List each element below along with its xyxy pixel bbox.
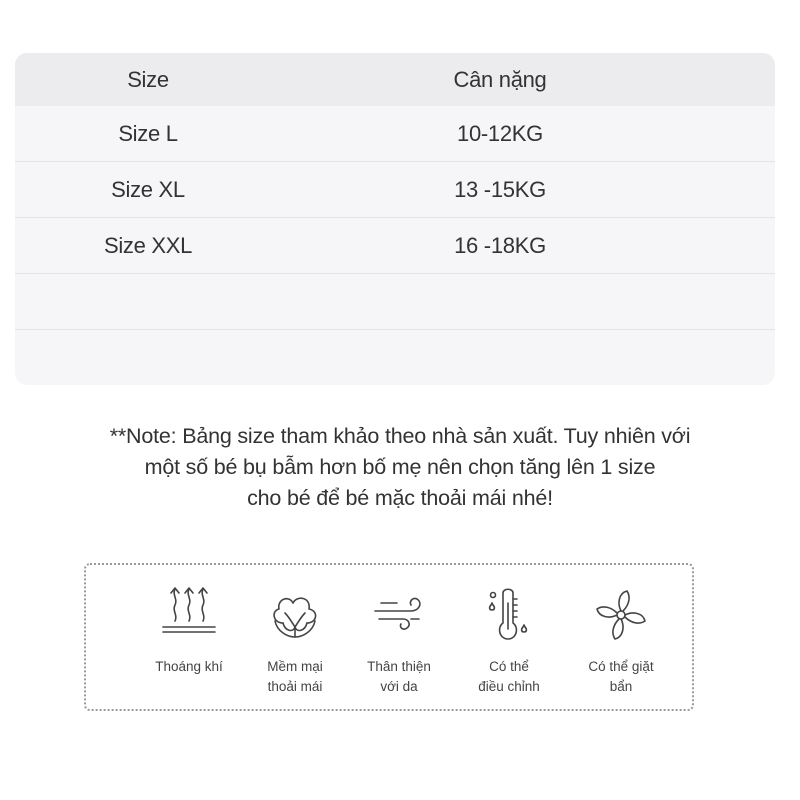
row-weight: 13 -15KG (454, 176, 546, 202)
header-size: Size (127, 66, 169, 92)
feature-adjustable (454, 583, 564, 697)
table-row (15, 330, 775, 385)
row-size: Size XL (111, 176, 185, 202)
thermometer-icon (477, 583, 541, 647)
feature-skin-friendly (344, 583, 454, 697)
table-header-row (15, 53, 775, 106)
feature-label: Thân thiện với da (367, 659, 431, 694)
breathable-icon (157, 583, 221, 647)
size-table (15, 53, 775, 385)
row-size: Size XXL (103, 232, 193, 258)
row-weight: 16 -18KG (454, 232, 546, 258)
note-line: một số bé bụ bẫm hơn bố mẹ nên chọn tăng lên 1 size (144, 455, 656, 479)
feature-label: Thoáng khí (155, 659, 223, 674)
table-row (15, 162, 775, 218)
row-weight (345, 274, 655, 329)
feature-label: Mềm mại thoải mái (267, 659, 323, 694)
fan-icon (589, 583, 653, 647)
wind-icon (367, 583, 431, 647)
note-line: cho bé để bé mặc thoải mái nhé! (247, 486, 553, 510)
feature-breathable (134, 583, 244, 677)
feature-washable (566, 583, 676, 697)
row-size (15, 330, 281, 385)
feature-soft (240, 583, 350, 697)
row-size (15, 274, 281, 329)
feature-label: Có thể điều chỉnh (478, 659, 540, 694)
feature-label: Có thể giặt bẩn (588, 659, 654, 694)
size-note (20, 421, 780, 514)
table-row (15, 218, 775, 274)
cotton-icon (263, 583, 327, 647)
row-weight: 10-12KG (457, 120, 543, 146)
features-box (84, 563, 694, 711)
row-weight (345, 330, 655, 385)
row-size: Size L (118, 120, 178, 146)
header-weight: Cân nặng (453, 66, 547, 92)
note-line: **Note: Bảng size tham khảo theo nhà sản xuất. Tuy nhiên với (109, 424, 691, 448)
table-row (15, 274, 775, 330)
table-row (15, 106, 775, 162)
